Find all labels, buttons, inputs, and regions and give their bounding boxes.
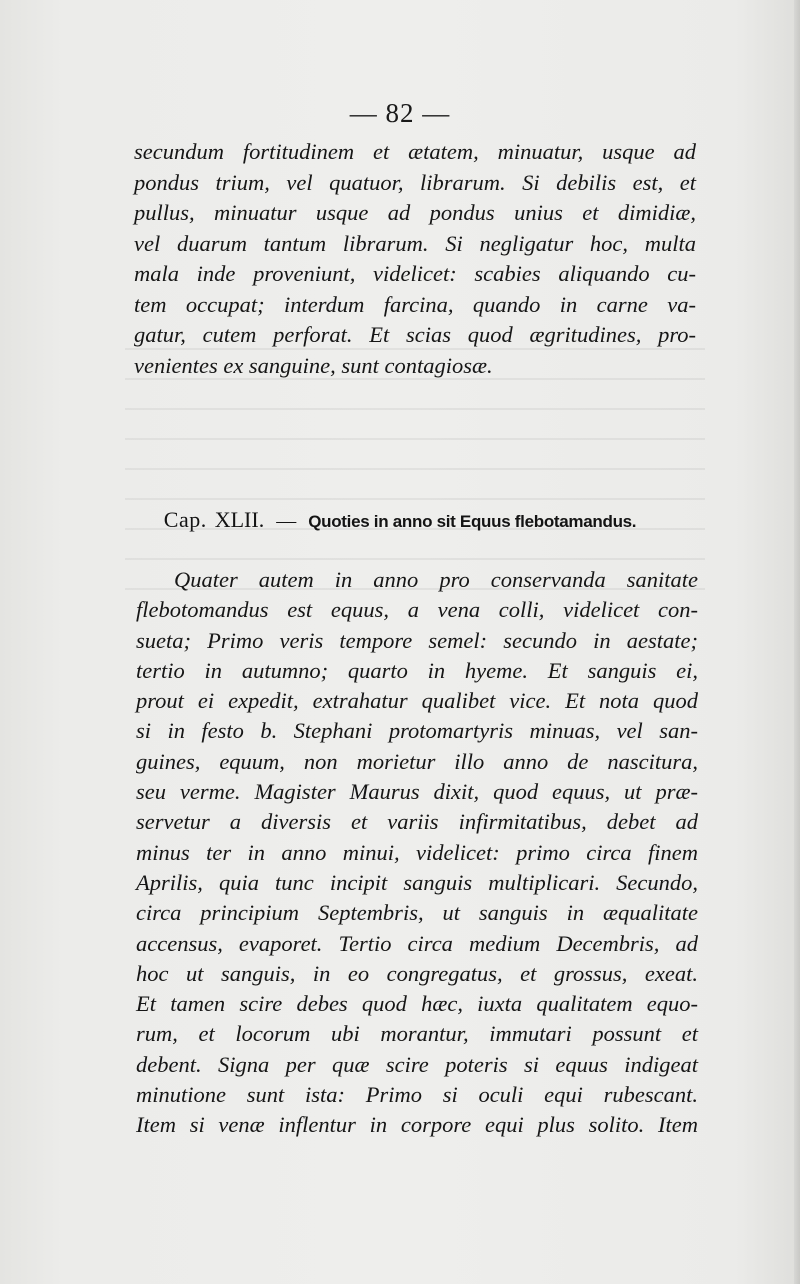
text-line: guines, equum, non morietur illo anno de nascitura, [136,748,698,774]
text-line: tem occupat; interdum farcina, quando in carne va- [134,291,696,317]
text-line: seu verme. Magister Maurus dixit, quod equus, ut præ- [136,779,698,805]
page-number: — 82 — [349,98,451,128]
chapter-label: Cap. [163,507,207,532]
text-line: Quater autem in anno pro conservanda sanitate [174,567,698,592]
text-line: servetur a diversis et variis infirmitatibus, debet ad [136,809,698,835]
text-line: minutione sunt ista: Primo si oculi equi rubescant. [136,1082,698,1108]
text-line: circa principium Septembris, ut sanguis in æqualitate [136,900,698,926]
text-line: si in festo b. Stephani protomartyris minuas, vel san- [136,718,698,744]
text-line: Aprilis, quia tunc incipit sanguis multiplicari. Secundo, [136,869,698,895]
chapter-body [136,565,698,1141]
text-line: gatur, cutem perforat. Et scias quod ægritudines, pro- [134,322,696,347]
text-line: accensus, evaporet. Tertio circa medium Decembris, ad [136,930,698,956]
text-line: flebotomandus est equus, a vena colli, videlicet con- [136,597,698,623]
text-line: venientes ex sanguine, sunt contagiosæ. [134,352,493,378]
text-line: secundum fortitudinem et ætatem, minuatur, usque ad [134,139,696,164]
text-line: vel duarum tantum librarum. Si negligatur hoc, multa [134,230,696,256]
page-edge [794,0,800,1284]
text-line: hoc ut sanguis, in eo congregatus, et grossus, exeat. [136,960,698,986]
text-line: mala inde proveniunt, videlicet: scabies aliquando cu- [134,261,696,286]
text-line: prout ei expedit, extrahatur qualibet vice. Et nota quod [136,688,698,714]
chapter-number: XLII. [214,507,265,532]
text-line: minus ter in anno minui, videlicet: primo circa finem [136,839,698,865]
text-line: sueta; Primo veris tempore semel: secundo in aestate; [136,627,698,653]
text-line: rum, et locorum ubi morantur, immutari possunt et [136,1021,698,1047]
text-line: Item si venæ inflentur in corpore equi plus solito. Item [136,1112,698,1138]
chapter-dash: — [276,510,297,532]
text-line: pullus, minuatur usque ad pondus unius et dimidiæ, [134,200,696,225]
text-line: tertio in autumno; quarto in hyeme. Et sanguis ei, [136,657,698,683]
chapter-title: Quoties in anno sit Equus flebotamandus. [308,512,637,531]
text-line: debent. Signa per quæ scire poteris si equus indigeat [136,1051,698,1077]
text-line: pondus trium, vel quatuor, librarum. Si debilis est, et [134,169,696,195]
chapter-heading [0,507,800,533]
paragraph-continuation [134,137,696,381]
text-line: Et tamen scire debes quod hæc, iuxta qualitatem equo- [136,991,698,1017]
